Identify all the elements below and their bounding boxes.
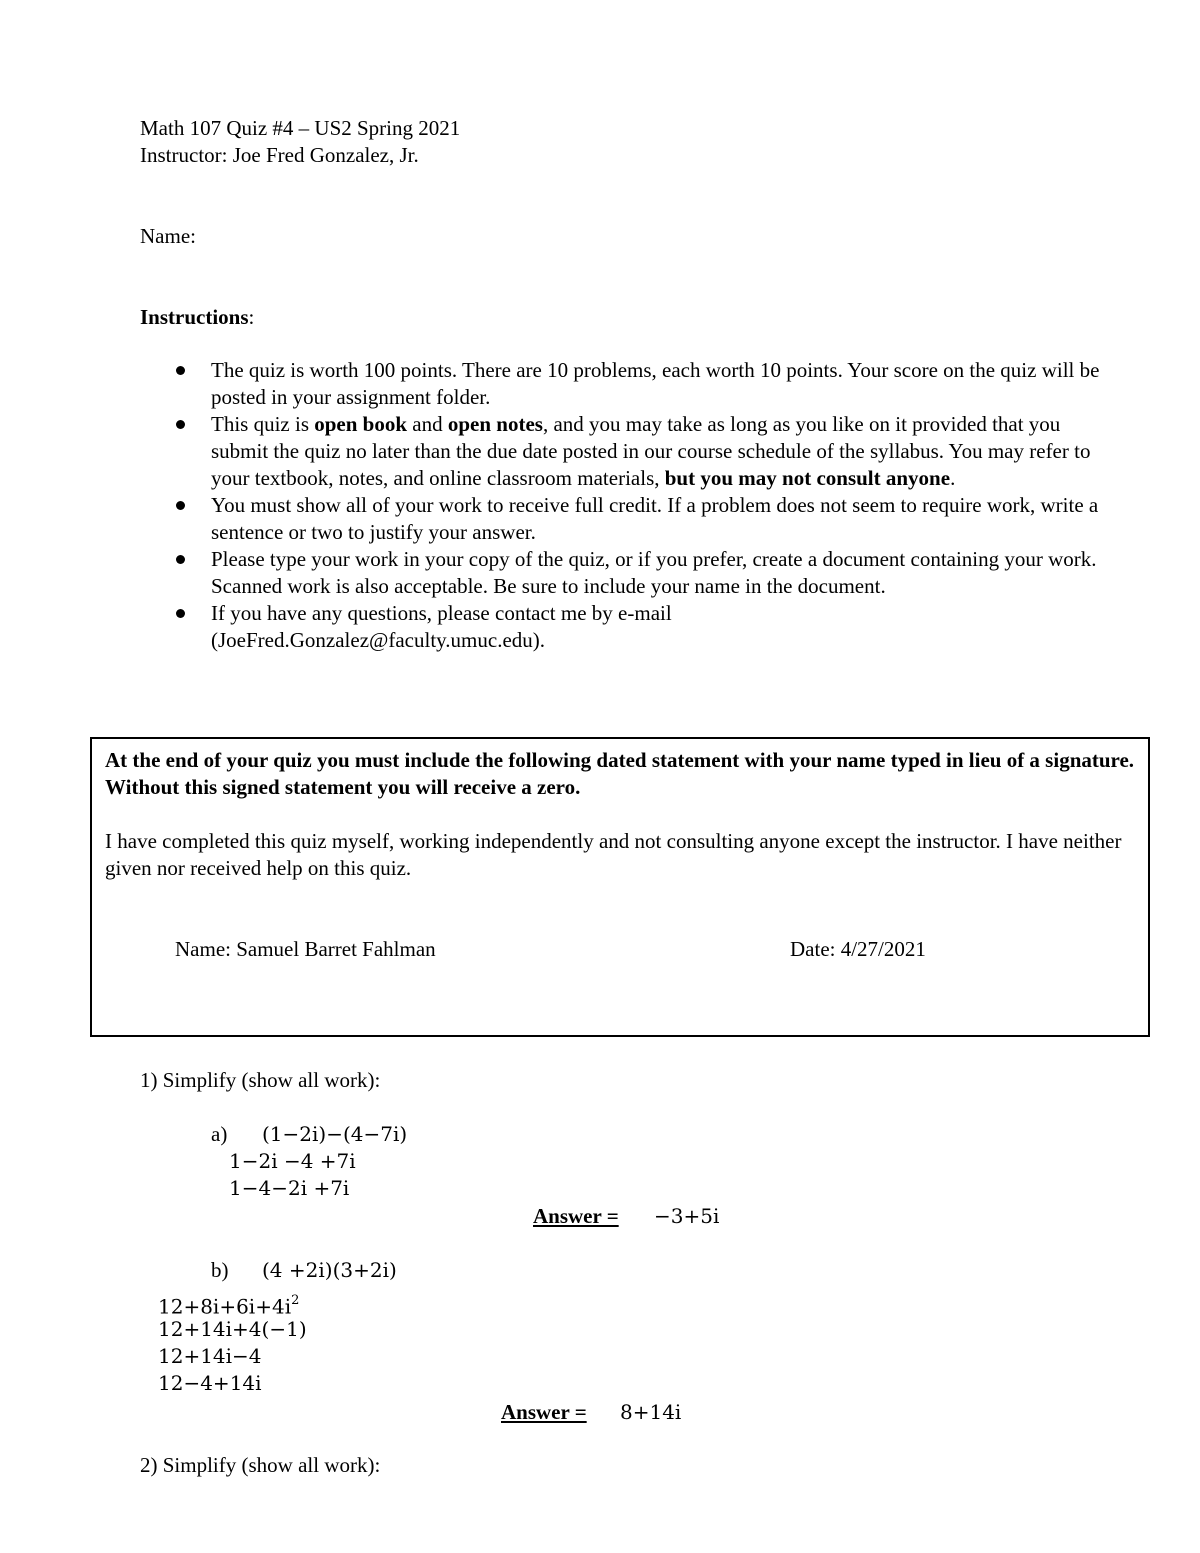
instructions-heading-text: Instructions bbox=[140, 305, 249, 329]
bullet-text-5a: If you have any questions, please contact me by e-mail bbox=[211, 601, 672, 625]
bullet-bold-open-notes: open notes bbox=[447, 412, 543, 436]
problem-1b-step-4: 12−4+14i bbox=[158, 1371, 262, 1395]
instructor-line: Instructor: Joe Fred Gonzalez, Jr. bbox=[140, 143, 419, 167]
problem-2-label: 2) Simplify (show all work): bbox=[140, 1453, 381, 1477]
list-item bbox=[140, 546, 1100, 600]
list-item bbox=[140, 600, 1100, 654]
problem-1-label: 1) Simplify (show all work): bbox=[140, 1068, 381, 1092]
problem-1b-label: b) bbox=[211, 1258, 229, 1282]
bullet-text-2c: , and you may take as long as you like on it provided that you submit the quiz no later than the due date posted in our course schedule of the syllabus. You may refer to your textbook, notes, and online classroom materials, bbox=[211, 412, 1091, 490]
list-item bbox=[140, 492, 1100, 546]
statement-box bbox=[90, 737, 1150, 1037]
problem-1a-expression: (1−2i)−(4−7i) bbox=[262, 1122, 408, 1146]
bullet-bold-open-book: open book bbox=[314, 412, 408, 436]
problem-1b-answer: 8+14i bbox=[620, 1400, 682, 1424]
problem-1a-step-1: 1−2i −4 +7i bbox=[229, 1149, 356, 1173]
problem-1b-step-1-text: 12+8i+6i+4i bbox=[158, 1294, 292, 1319]
bullet-text-4: Please type your work in your copy of the quiz, or if you prefer, create a document containing your work. Scanned work is also acceptable. Be sure to include your name in the document. bbox=[211, 547, 1097, 598]
bullet-text-3: You must show all of your work to receive full credit. If a problem does not seem to require work, write a sentence or two to justify your answer. bbox=[211, 493, 1099, 544]
signed-name: Name: Samuel Barret Fahlman bbox=[175, 937, 436, 961]
answer-label-text: Answer = bbox=[533, 1204, 619, 1228]
statement-text: I have completed this quiz myself, working independently and not consulting anyone except the instructor. I have neither given nor received help on this quiz. bbox=[105, 829, 1122, 880]
exponent: 2 bbox=[291, 1293, 300, 1308]
bullet-text-1: The quiz is worth 100 points. There are 10 problems, each worth 10 points. Your score on the quiz will be posted in your assignment folder. bbox=[211, 358, 1100, 409]
instructions-colon: : bbox=[248, 305, 255, 329]
problem-1a-answer: −3+5i bbox=[654, 1204, 720, 1228]
statement-requirement: At the end of your quiz you must include the following dated statement with your name typed in lieu of a signature. Without this signed statement you will receive a zero. bbox=[105, 748, 1135, 799]
bullet-icon bbox=[176, 501, 185, 510]
contact-email: (JoeFred.Gonzalez@faculty.umuc.edu). bbox=[211, 628, 546, 652]
bullet-icon bbox=[176, 366, 185, 375]
list-item bbox=[140, 411, 1100, 492]
bullet-text-2a: This quiz is bbox=[211, 412, 315, 436]
bullet-icon bbox=[176, 555, 185, 564]
bullet-icon bbox=[176, 609, 185, 618]
instructions-heading bbox=[140, 304, 254, 331]
statement-box-content bbox=[105, 747, 1135, 882]
bullet-bold-no-consult: but you may not consult anyone bbox=[664, 466, 951, 490]
quiz-title: Math 107 Quiz #4 – US2 Spring 2021 bbox=[140, 116, 461, 140]
answer-label-text: Answer = bbox=[501, 1400, 587, 1424]
list-item bbox=[140, 357, 1100, 411]
problem-1b-expression: (4 +2i)(3+2i) bbox=[262, 1258, 397, 1282]
problem-1a-label: a) bbox=[211, 1122, 228, 1146]
problem-1a-step-2: 1−4−2i +7i bbox=[229, 1176, 350, 1200]
problem-1b-step-3: 12+14i−4 bbox=[158, 1344, 262, 1368]
bullet-text-2b: and bbox=[407, 412, 448, 436]
problem-1a-answer-label bbox=[533, 1203, 619, 1230]
instructions-list bbox=[140, 357, 1100, 654]
problem-1b-answer-label bbox=[501, 1399, 587, 1426]
bullet-text-2d: . bbox=[950, 466, 956, 490]
problem-1b-step-2: 12+14i+4(−1) bbox=[158, 1317, 307, 1341]
signed-date: Date: 4/27/2021 bbox=[790, 937, 926, 961]
bullet-icon bbox=[176, 420, 185, 429]
name-label: Name: bbox=[140, 224, 196, 248]
